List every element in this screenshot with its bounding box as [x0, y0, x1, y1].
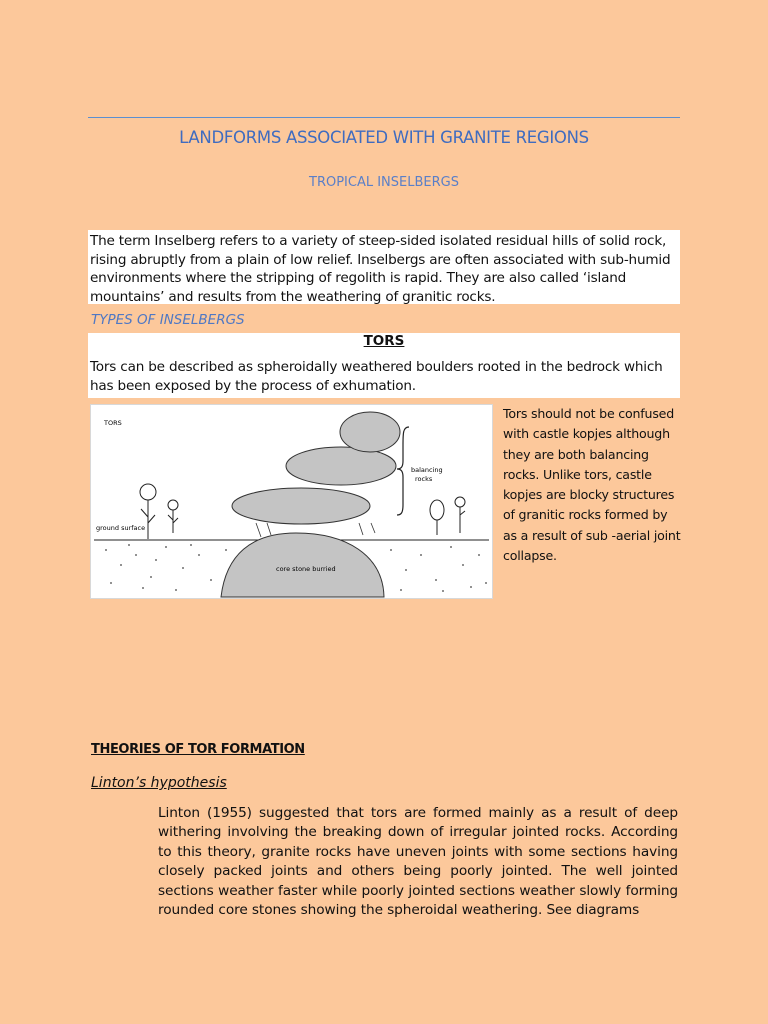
tors-paragraph: Tors can be described as spheroidally weathered boulders rooted in the bedrock which has been exposed by the process of exhumation. — [90, 359, 663, 394]
diagram-label-ground: ground surface — [96, 524, 146, 532]
types-heading: TYPES OF INSELBERGS — [91, 312, 245, 328]
boulder-large — [232, 488, 370, 524]
diagram-label-tors: TORS — [104, 419, 122, 427]
diagram-label-balancing-2: rocks — [415, 475, 433, 483]
linton-paragraph: Linton (1955) suggested that tors are formed mainly as a result of deep withering involving the breaking down of irregular jointed rocks. According to this theory, granite rocks have uneven joints with some sections having closely packed joints and others being poorly jointed. The well jointed sections weather faster while poorly jointed sections weather slowly forming rounded core stones showing the spheroidal weathering. See diagrams — [158, 805, 678, 919]
boulder-top — [340, 412, 400, 452]
boulder-middle — [286, 447, 396, 485]
diagram-label-core: core stone burried — [276, 565, 336, 573]
tors-diagram-svg — [91, 405, 492, 598]
brace-mark — [397, 427, 409, 515]
tree-icon — [455, 497, 465, 533]
intro-box — [88, 230, 680, 304]
tors-box — [88, 333, 680, 398]
linton-heading: Linton’s hypothesis — [91, 775, 227, 791]
tors-heading: TORS — [363, 333, 405, 349]
header-rule — [88, 117, 680, 118]
tree-icon — [168, 500, 178, 533]
diagram-label-balancing-1: balancing — [411, 466, 443, 474]
page-title: LANDFORMS ASSOCIATED WITH GRANITE REGIONS — [179, 128, 589, 147]
intro-paragraph: The term Inselberg refers to a variety of steep-sided isolated residual hills of solid rock, rising abruptly from a plain of low relief. Inselbergs are often associated with sub-humid environments where the stripping of regolith is rapid. They are also called ‘island mountains’ and results from the weathering of granitic rocks. — [90, 233, 671, 305]
side-paragraph: Tors should not be confused with castle kopjes although they are both balancing rocks. Unlike tors, castle kopjes are blocky structures of granitic rocks formed by as a result of sub -aerial joint collapse. — [503, 406, 681, 564]
tors-diagram — [90, 404, 493, 599]
theories-heading: THEORIES OF TOR FORMATION — [91, 742, 305, 757]
page-subtitle: TROPICAL INSELBERGS — [309, 175, 459, 190]
tree-icon — [430, 500, 444, 535]
